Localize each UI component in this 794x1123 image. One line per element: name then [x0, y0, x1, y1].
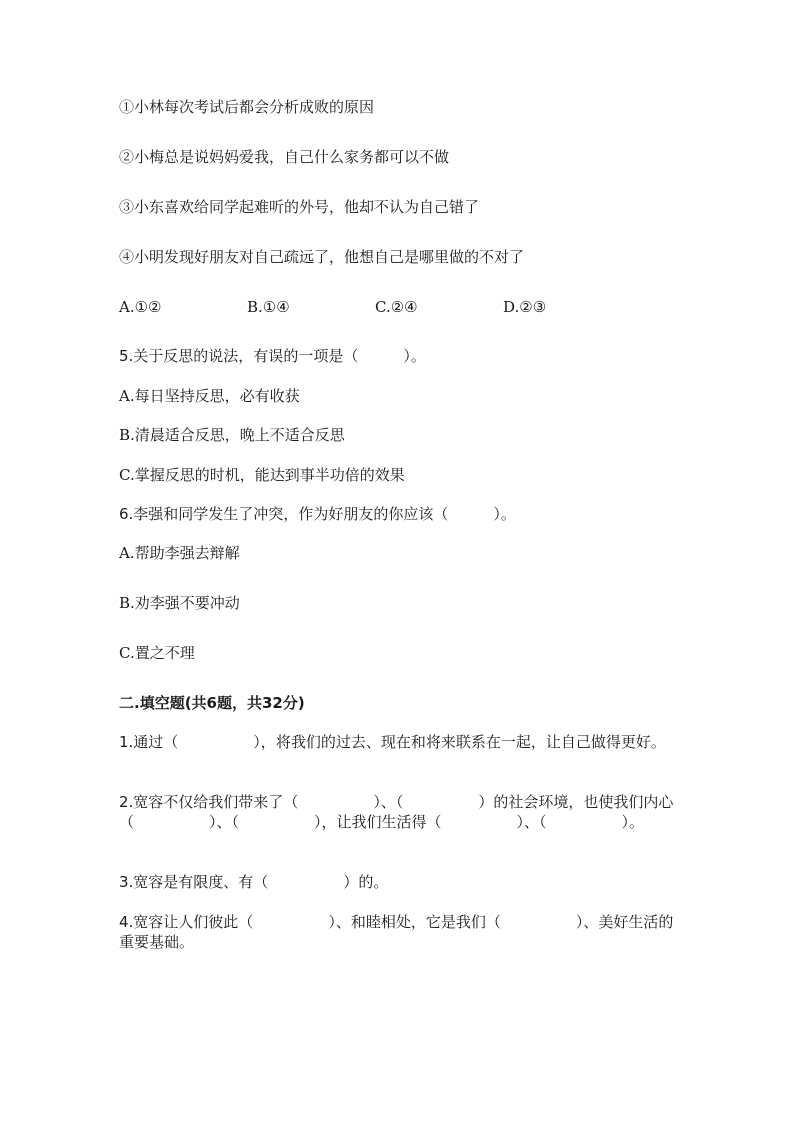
q4-option-b: B.①④ — [247, 298, 290, 316]
q5-stem: 5.关于反思的说法，有误的一项是（ ）。 — [119, 347, 426, 365]
q5-option-c: C.掌握反思的时机，能达到事半功倍的效果 — [119, 466, 405, 484]
q5-option-a: A.每日坚持反思，必有收获 — [119, 387, 300, 405]
q4-option-c: C.②④ — [375, 298, 418, 316]
statement-1: ①小林每次考试后都会分析成败的原因 — [119, 98, 375, 116]
q4-option-a: A.①② — [119, 298, 162, 316]
section-heading: 二.填空题(共6题，共32分) — [119, 694, 305, 712]
q5-option-b: B.清晨适合反思，晚上不适合反思 — [119, 426, 345, 444]
q4-option-d: D.②③ — [503, 298, 547, 316]
q6-option-c: C.置之不理 — [119, 644, 195, 662]
statement-4: ④小明发现好朋友对自己疏远了，他想自己是哪里做的不对了 — [119, 248, 525, 266]
q6-stem: 6.李强和同学发生了冲突，作为好朋友的你应该（ ）。 — [119, 505, 516, 523]
fill-item-4: 4.宽容让人们彼此（ ）、和睦相处，它是我们（ ）、美好生活的重要基础。 — [119, 913, 674, 951]
fill-item-1: 1.通过（ ），将我们的过去、现在和将来联系在一起，让自己做得更好。 — [119, 733, 666, 751]
q6-option-b: B.劝李强不要冲动 — [119, 594, 240, 612]
q6-option-a: A.帮助李强去辩解 — [119, 544, 240, 562]
statement-3: ③小东喜欢给同学起难听的外号，他却不认为自己错了 — [119, 198, 480, 216]
fill-item-2: 2.宽容不仅给我们带来了（ ）、（ ）的社会环境，也使我们内心（ ）、（ ），让我们生活得（ ）、（ ）。 — [119, 793, 674, 831]
fill-item-3: 3.宽容是有限度、有（ ）的。 — [119, 873, 389, 891]
statement-2: ②小梅总是说妈妈爱我，自己什么家务都可以不做 — [119, 148, 450, 166]
